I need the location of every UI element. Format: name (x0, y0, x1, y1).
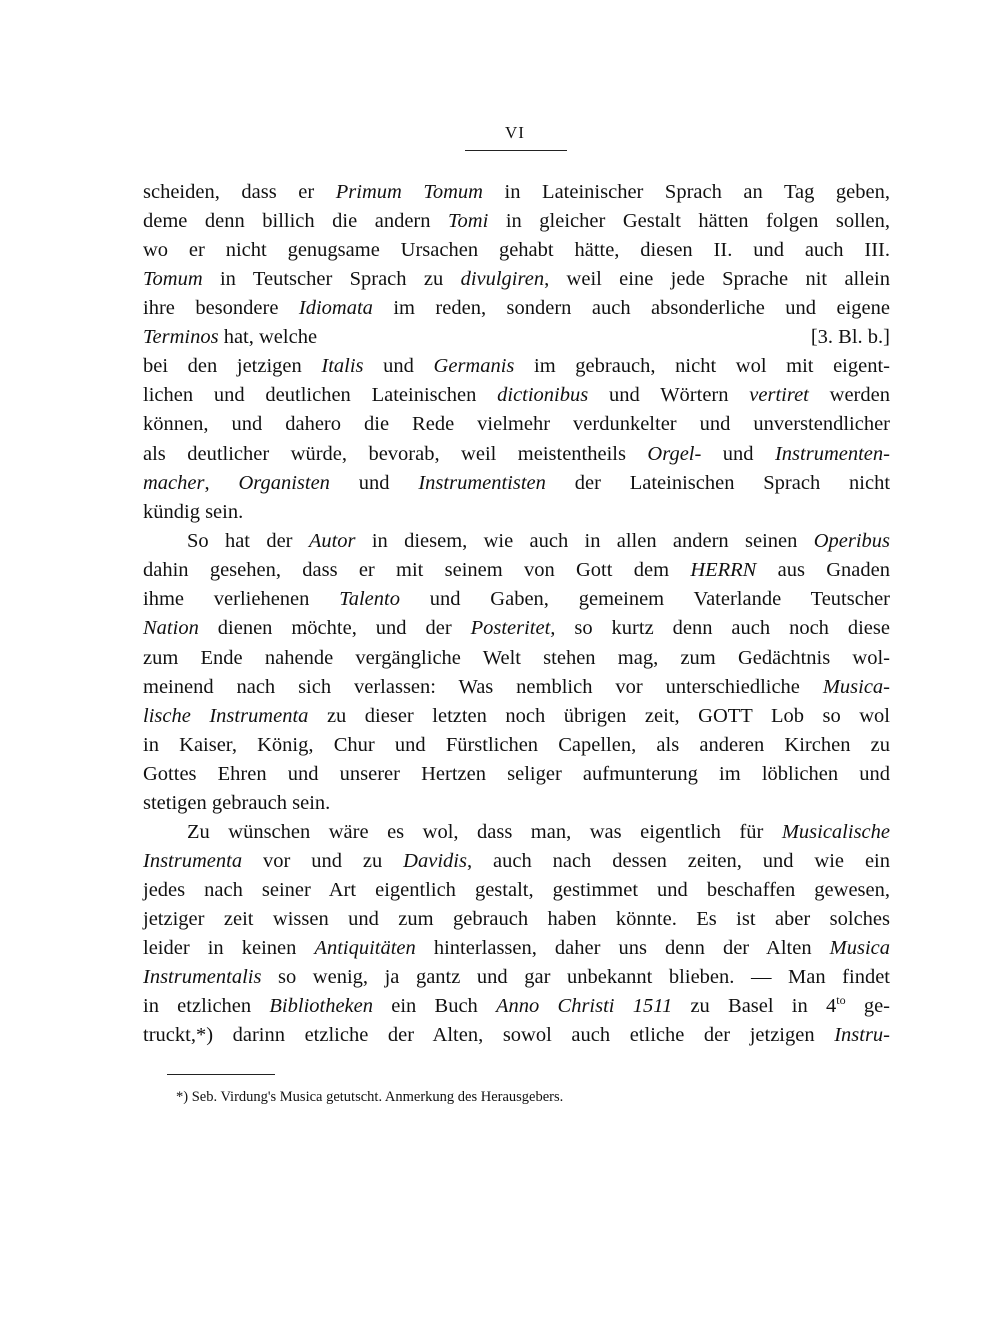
text-segment: werden (808, 384, 890, 406)
text-segment: und Gaben, gemeinem Vaterlande Teutscher (399, 588, 890, 610)
text-segment: vertiret (749, 384, 809, 406)
text-segment: Musica- (822, 676, 890, 698)
text-segment: ge- (845, 995, 891, 1017)
text-segment: Idiomata (298, 297, 373, 319)
text-segment: Posteritet, (470, 617, 556, 639)
text-line (143, 527, 890, 556)
text-segment: Instrumenten- (774, 443, 890, 465)
text-segment: Talento (339, 588, 400, 610)
text-segment: Antiquitäten (314, 937, 416, 959)
text-segment: HERRN (690, 559, 757, 581)
text-segment: stetigen gebrauch sein. (143, 792, 331, 814)
text-line (143, 294, 890, 323)
text-segment: dienen möchte, und der (198, 617, 471, 639)
text-segment: Instru- (834, 1024, 890, 1046)
text-line (143, 498, 890, 527)
text-segment: deme denn billich die andern (143, 210, 449, 232)
text-line (143, 352, 890, 381)
text-segment: Primum Tomum (335, 181, 483, 203)
text-segment: leider in keinen (143, 937, 315, 959)
text-segment: So hat der (187, 530, 309, 552)
text-line (143, 818, 890, 847)
text-segment: in Kaiser, König, Chur und Fürstlichen Capellen, als anderen Kirchen zu (143, 734, 890, 756)
footnote-rule (167, 1074, 275, 1075)
text-segment: so wenig, ja gantz und gar unbekannt blieben. — Man findet (261, 966, 890, 988)
text-segment: Musica (829, 937, 890, 959)
text-segment: in etzlichen (143, 995, 270, 1017)
text-segment: hat, welche (218, 326, 318, 348)
text-segment: in Teutscher Sprach zu (202, 268, 461, 290)
text-line (143, 469, 890, 498)
text-segment: Zu wünschen wäre es wol, dass man, was eigentlich für (187, 821, 782, 843)
text-segment: und Wörtern (588, 384, 750, 406)
text-segment: als deutlicher würde, bevorab, weil meistentheils (143, 443, 648, 465)
text-segment: in gleicher Gestalt hätten folgen sollen, (488, 210, 890, 232)
text-line (143, 760, 890, 789)
text-line (143, 585, 890, 614)
text-segment: Orgel- (647, 443, 702, 465)
text-segment: Instrumentalis (143, 966, 262, 988)
text-line (143, 265, 890, 294)
text-segment: , (204, 472, 239, 494)
text-segment: Instrumenta (143, 850, 243, 872)
text-line (143, 236, 890, 265)
header-rule (465, 150, 567, 151)
text-line (143, 440, 890, 469)
text-segment: der Lateinischen Sprach nicht (545, 472, 891, 494)
text-segment: Italis (321, 355, 364, 377)
text-segment: macher (143, 472, 205, 494)
text-segment: wo er nicht genugsame Ursachen gehabt hätte, diesen II. und auch III. (143, 239, 890, 261)
text-segment: ein Buch (373, 995, 497, 1017)
text-segment: Terminos (143, 326, 219, 348)
text-segment: und (363, 355, 434, 377)
text-segment: divulgiren (460, 268, 545, 290)
text-segment: vor und zu (242, 850, 404, 872)
text-segment: Tomi (448, 210, 489, 232)
text-segment: dahin gesehen, dass er mit seinem von Gott dem (143, 559, 691, 581)
text-line (143, 731, 890, 760)
text-line (143, 673, 890, 702)
text-segment: lische Instrumenta (143, 705, 309, 727)
text-segment: Bibliotheken (269, 995, 374, 1017)
text-line (143, 381, 890, 410)
text-segment: dictionibus (497, 384, 589, 406)
text-line (143, 905, 890, 934)
text-line (143, 410, 890, 439)
text-segment: so kurtz denn auch noch diese (555, 617, 890, 639)
text-segment: im gebrauch, nicht wol mit eigent- (514, 355, 891, 377)
text-segment: bei den jetzigen (143, 355, 322, 377)
text-segment: lichen und deutlichen Lateinischen (143, 384, 498, 406)
text-segment: aus Gnaden (756, 559, 890, 581)
text-line (143, 207, 890, 236)
text-segment: Autor (308, 530, 356, 552)
text-segment: Operibus (813, 530, 890, 552)
text-segment: truckt,*) darinn etzliche der Alten, sowol auch etliche der jetzigen (143, 1024, 835, 1046)
text-line (143, 847, 890, 876)
text-segment: scheiden, dass er (143, 181, 336, 203)
text-segment: in Lateinischer Sprach an Tag geben, (483, 181, 891, 203)
text-segment: , auch nach dessen zeiten, und wie ein (466, 850, 890, 872)
text-segment: Anno Christi 1511 (496, 995, 673, 1017)
text-line (143, 614, 890, 643)
text-segment: to (836, 993, 846, 1008)
text-segment: hinterlassen, daher uns denn der Alten (415, 937, 830, 959)
text-segment: ihre besondere (143, 297, 299, 319)
text-segment: meinend nach sich verlassen: Was nemblich vor unterschiedliche (143, 676, 823, 698)
text-line (143, 963, 890, 992)
text-segment: zum Ende nahende vergängliche Welt stehen mag, zum Gedächtnis wol- (143, 647, 890, 669)
page-number: VI (505, 123, 525, 142)
text-segment: zu dieser letzten noch übrigen zeit, GOTT Lob so wol (308, 705, 890, 727)
text-line (143, 992, 890, 1021)
side-reference: [3. Bl. b.] (810, 326, 890, 348)
text-segment: Gottes Ehren und unserer Hertzen seliger aufmunterung im löblichen und (143, 763, 890, 785)
text-line (143, 876, 890, 905)
text-line (143, 702, 890, 731)
text-segment: zu Basel in 4 (672, 995, 837, 1017)
text-segment: Instrumentisten (418, 472, 546, 494)
text-segment: Organisten (238, 472, 330, 494)
text-segment: und (701, 443, 775, 465)
text-segment: Germanis (433, 355, 515, 377)
text-line (143, 1021, 890, 1050)
text-segment: Nation (143, 617, 199, 639)
text-line (143, 323, 890, 352)
text-segment: in diesem, wie auch in allen andern seinen (355, 530, 814, 552)
text-segment: Tomum (143, 268, 203, 290)
text-segment: ihme verliehenen (143, 588, 340, 610)
text-segment: und (329, 472, 419, 494)
text-segment: jedes nach seiner Art eigentlich gestalt, gestimmet und beschaffen gewesen, (143, 879, 890, 901)
text-segment: Musicalische (781, 821, 890, 843)
text-segment: können, und dahero die Rede vielmehr verdunkelter und unverstendlicher (143, 413, 890, 435)
text-line (143, 644, 890, 673)
text-segment: jetziger zeit wissen und zum gebrauch haben könnte. Es ist aber solches (143, 908, 890, 930)
text-segment: im reden, sondern auch absonderliche und eigene (372, 297, 890, 319)
text-line (143, 789, 890, 818)
text-segment: kündig sein. (143, 501, 244, 523)
text-segment: , weil eine jede Sprache nit allein (544, 268, 890, 290)
text-segment: Davidis (403, 850, 467, 872)
text-line (143, 178, 890, 207)
text-line (143, 556, 890, 585)
footnote: *) Seb. Virdung's Musica getutscht. Anmerkung des Herausgebers. (176, 1089, 564, 1105)
text-line (143, 934, 890, 963)
